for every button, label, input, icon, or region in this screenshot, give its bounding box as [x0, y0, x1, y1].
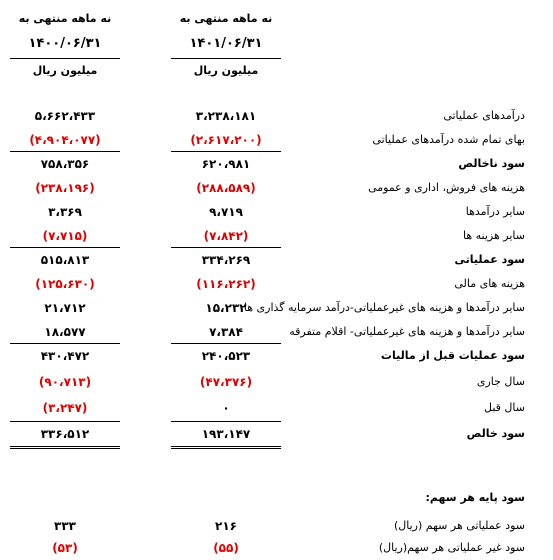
col2-header-date: ۱۴۰۰/۰۶/۳۱: [28, 36, 102, 51]
row-value-1400: (۷،۷۱۵): [42, 229, 88, 243]
row-value-1401: ۳۳۴،۲۶۹: [201, 253, 251, 267]
table-row: [0, 422, 553, 446]
row-value-1400: ۵۱۵،۸۱۳: [40, 253, 90, 267]
row-value-1400: ۴۳۰،۴۷۲: [40, 349, 90, 363]
col2-header-unit: میلیون ریال: [32, 64, 98, 77]
col1-header-unit: میلیون ریال: [193, 64, 259, 77]
row-label: سود عملیاتی: [454, 253, 525, 266]
table-row: [0, 176, 553, 200]
row-label: سایر درآمدها و هزینه های غیرعملیاتی- اقلام متفرقه: [289, 325, 525, 338]
col2-header-title: نه ماهه منتهی به: [18, 12, 112, 25]
row-value-1401: ۲۱۶: [215, 519, 237, 533]
row-value-1400: ۵،۶۶۲،۴۳۳: [34, 109, 96, 123]
row-value-1401: ۱۹۳،۱۴۷: [201, 427, 251, 441]
row-label: درآمدهای عملیاتی: [443, 109, 525, 122]
row-label: هزینه های فروش، اداری و عمومی: [368, 181, 525, 194]
table-row: [0, 396, 553, 420]
row-label: سایر درآمدها: [465, 205, 525, 218]
table-row: [0, 104, 553, 128]
total-double-rule: [10, 446, 120, 449]
row-label: سال قبل: [484, 401, 525, 414]
row-label: سود عملیات قبل از مالیات: [380, 349, 525, 362]
total-double-rule: [171, 446, 281, 449]
row-value-1400: ۲۱،۷۱۲: [44, 301, 86, 315]
row-value-1400: (۲۳۸،۱۹۶): [35, 181, 95, 195]
table-row: [0, 272, 553, 296]
table-row: [0, 344, 553, 368]
eps-section-title-row: [0, 486, 553, 510]
row-value-1401: ۲۴۰،۵۲۳: [201, 349, 251, 363]
row-value-1400: (۹۰،۷۱۳): [38, 375, 92, 389]
row-value-1400: (۱۲۵،۶۳۰): [35, 277, 95, 291]
row-label: سود ناخالص: [458, 157, 525, 170]
table-row: [0, 224, 553, 248]
row-value-1400: (۵۳): [52, 541, 78, 555]
row-value-1400: ۳۳۳: [54, 519, 76, 533]
row-label: هزینه های مالی: [454, 277, 525, 290]
row-value-1401: ۹،۷۱۹: [209, 205, 243, 219]
table-row: [0, 248, 553, 272]
eps-section-title: سود پایه هر سهم:: [425, 491, 525, 504]
row-value-1401: ۰: [222, 401, 230, 415]
row-value-1401: (۴۷،۳۷۶): [199, 375, 253, 389]
row-label: سود غیر عملیاتی هر سهم(ریال): [378, 541, 525, 554]
col1-header-title: نه ماهه منتهی به: [179, 12, 273, 25]
row-value-1400: (۳،۲۴۷): [42, 401, 88, 415]
row-label: سایر درآمدها و هزینه های غیرعملیاتی-درآمد سرمایه گذاری ها: [243, 301, 525, 314]
row-label: بهای تمام شده درآمدهای عملیاتی: [372, 133, 525, 146]
row-value-1401: (۵۵): [213, 541, 239, 555]
table-row: [0, 514, 553, 538]
row-label: سایر هزینه ها: [463, 229, 525, 242]
row-value-1401: (۲،۶۱۷،۲۰۰): [190, 133, 262, 147]
table-row: [0, 320, 553, 344]
row-value-1400: ۷۵۸،۳۵۶: [40, 157, 90, 171]
table-row: [0, 536, 553, 560]
row-value-1401: ۶۲۰،۹۸۱: [201, 157, 251, 171]
table-row: [0, 370, 553, 394]
row-value-1401: (۷،۸۴۲): [203, 229, 249, 243]
col1-header-rule: [171, 58, 281, 59]
table-row: [0, 296, 553, 320]
row-value-1400: ۳،۳۶۹: [48, 205, 82, 219]
row-label: سود خالص: [466, 427, 525, 440]
row-value-1400: (۴،۹۰۴،۰۷۷): [29, 133, 101, 147]
row-value-1400: ۳۳۶،۵۱۲: [40, 427, 90, 441]
col2-header-rule: [10, 58, 120, 59]
row-value-1401: ۳،۲۳۸،۱۸۱: [195, 109, 257, 123]
row-value-1400: ۱۸،۵۷۷: [44, 325, 86, 339]
row-label: سال جاری: [476, 375, 525, 388]
row-label: سود عملیاتی هر سهم (ریال): [393, 519, 525, 532]
row-value-1401: (۲۸۸،۵۸۹): [196, 181, 256, 195]
table-row: [0, 152, 553, 176]
table-row: [0, 128, 553, 152]
col1-header-date: ۱۴۰۱/۰۶/۳۱: [189, 36, 263, 51]
row-value-1401: ۷،۳۸۴: [209, 325, 243, 339]
row-value-1401: (۱۱۶،۲۶۲): [196, 277, 256, 291]
row-value-1401: ۱۵،۲۳۲: [205, 301, 247, 315]
table-row: [0, 200, 553, 224]
